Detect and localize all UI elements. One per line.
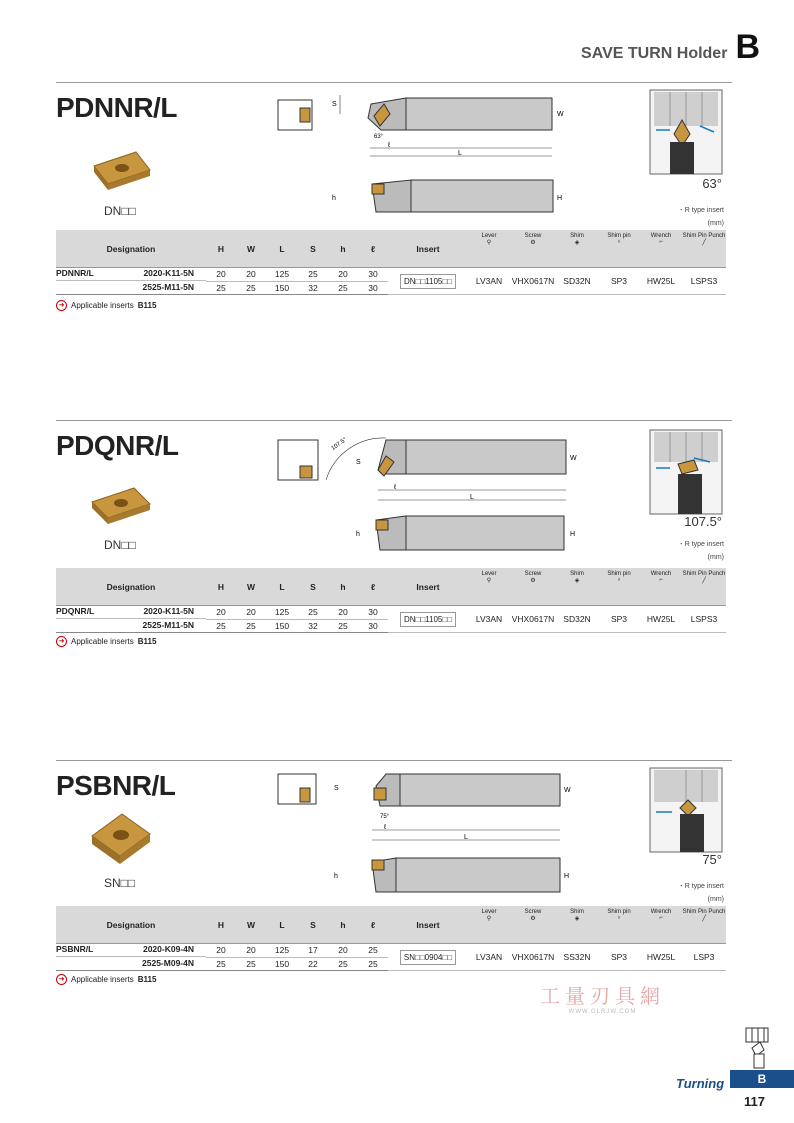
family-name: PDNNR/L <box>56 268 94 278</box>
lever-icon: ⚲ <box>486 916 492 922</box>
machining-photo <box>650 430 722 514</box>
th-W: W <box>236 906 266 944</box>
cell-H: 25 <box>206 619 236 632</box>
product-section-pdnnr <box>56 82 732 382</box>
unit-mm: (mm) <box>707 554 724 561</box>
th-punch <box>682 230 726 268</box>
applicable-label: Applicable inserts <box>71 975 134 984</box>
holder-diagram <box>276 772 571 896</box>
designation-code: 2020-K11-5N <box>143 606 194 616</box>
cell-W: 20 <box>236 944 266 958</box>
dim-l-small: ℓ <box>388 142 391 149</box>
cell-lever: LV3AN <box>468 268 510 295</box>
row-designation <box>56 268 206 281</box>
cell-H: 25 <box>206 957 236 970</box>
r-type-note <box>678 538 724 564</box>
section-divider <box>56 420 732 421</box>
holder-diagram <box>276 430 576 554</box>
th-H: H <box>206 230 236 268</box>
cell-shim: SS32N <box>556 944 598 971</box>
dim-l-small: ℓ <box>394 484 397 491</box>
watermark-url: WWW.GLRJW.COM <box>568 1009 637 1015</box>
product-section-psbnr <box>56 760 732 1060</box>
product-title: PDQNR/L <box>56 430 179 461</box>
designation-code: 2020-K09-4N <box>142 944 194 954</box>
table-row <box>56 606 726 620</box>
arrow-right-icon: ➜ <box>56 636 67 647</box>
applicable-ref: B115 <box>137 975 157 984</box>
th-W: W <box>236 568 266 606</box>
shim-icon: ◈ <box>574 240 580 246</box>
th-h: h <box>328 906 358 944</box>
row-designation <box>56 606 206 619</box>
designation-code: 2020-K11-5N <box>143 268 194 278</box>
wrench-icon: ⌐ <box>659 239 663 245</box>
applicable-label: Applicable inserts <box>71 637 134 646</box>
cell-wrench: HW25L <box>640 944 682 971</box>
th-screw-label: Screw <box>524 571 542 577</box>
arrow-right-icon: ➜ <box>56 974 67 985</box>
th-lever <box>468 230 510 268</box>
th-H: H <box>206 568 236 606</box>
r-type-text: ・R type insert <box>677 541 724 548</box>
insert-code: SN□□0904□□ <box>400 950 456 965</box>
th-S: S <box>298 906 328 944</box>
cell-W: 25 <box>236 281 266 294</box>
cell-lever: LV3AN <box>468 606 510 633</box>
insert-rhombic-icon <box>86 144 156 194</box>
cell-screw: VHX0617N <box>510 606 556 633</box>
product-section-pdqnr <box>56 420 732 720</box>
cell-L: 150 <box>266 957 298 970</box>
cell-L: 150 <box>266 281 298 294</box>
holder-diagram <box>276 90 566 218</box>
photo-angle: 107.5° <box>684 514 722 529</box>
th-shim-pin <box>598 568 640 606</box>
cell-punch: LSPS3 <box>682 268 726 295</box>
th-punch-label: Shim Pin Punch <box>682 571 726 577</box>
unit-mm: (mm) <box>707 896 724 903</box>
cell-shim: SD32N <box>556 606 598 633</box>
cell-H: 20 <box>206 944 236 958</box>
footer-section-label: Turning <box>676 1076 725 1091</box>
cell-shim-pin: SP3 <box>598 268 640 295</box>
screw-icon: ⚙ <box>530 578 536 584</box>
th-insert: Insert <box>388 230 468 268</box>
footer-tab[interactable]: B <box>730 1070 794 1088</box>
th-h: h <box>328 230 358 268</box>
cell-L: 125 <box>266 606 298 620</box>
applicable-ref: B115 <box>137 301 157 310</box>
photo-angle: 75° <box>702 852 722 867</box>
designation-code: 2525-M11-5N <box>142 282 194 293</box>
dim-w: W <box>570 455 577 462</box>
insert-code: DN□□1105□□ <box>400 274 456 289</box>
page-header <box>581 28 760 67</box>
spec-table <box>56 906 726 971</box>
insert-square-icon <box>86 808 156 870</box>
shim-icon: ◈ <box>574 578 580 584</box>
dim-s: S <box>334 785 339 792</box>
dim-l: L <box>470 494 474 501</box>
shim-icon: ◈ <box>574 916 580 922</box>
cell-S: 17 <box>298 944 328 958</box>
dim-H: H <box>564 873 570 880</box>
cell-S: 32 <box>298 281 328 294</box>
product-title: PDNNR/L <box>56 92 177 123</box>
cell-shim: SD32N <box>556 268 598 295</box>
th-h: h <box>328 568 358 606</box>
watermark <box>540 980 665 1015</box>
insert-code: DN□□1105□□ <box>400 612 456 627</box>
th-shim-pin-label: Shim pin <box>607 571 631 577</box>
th-insert: Insert <box>388 568 468 606</box>
section-divider <box>56 760 732 761</box>
th-L: L <box>266 568 298 606</box>
cell-H: 20 <box>206 606 236 620</box>
th-W: W <box>236 230 266 268</box>
th-wrench <box>640 906 682 944</box>
diagram-angle: 63° <box>374 134 384 140</box>
th-shim-label: Shim <box>570 909 584 915</box>
section-divider <box>56 82 732 83</box>
th-designation: Designation <box>56 568 206 606</box>
th-screw <box>510 230 556 268</box>
watermark-text: 工量刃具網 <box>540 986 665 1008</box>
th-designation: Designation <box>56 906 206 944</box>
th-wrench <box>640 230 682 268</box>
th-shim-label: Shim <box>570 571 584 577</box>
th-shim-label: Shim <box>570 233 584 239</box>
screw-icon: ⚙ <box>530 240 536 246</box>
cell-H: 25 <box>206 281 236 294</box>
cell-wrench: HW25L <box>640 606 682 633</box>
cell-screw: VHX0617N <box>510 944 556 971</box>
th-lever <box>468 906 510 944</box>
cell-l: 30 <box>358 619 388 632</box>
turning-tool-icon <box>744 1026 770 1068</box>
cell-L: 125 <box>266 944 298 958</box>
product-title: PSBNR/L <box>56 770 176 801</box>
cell-screw: VHX0617N <box>510 268 556 295</box>
punch-icon: ╱ <box>702 578 706 584</box>
r-type-note <box>678 204 724 230</box>
arrow-right-icon: ➜ <box>56 300 67 311</box>
dim-l: L <box>458 150 462 157</box>
cell-H: 20 <box>206 268 236 282</box>
th-lever-label: Lever <box>481 233 497 239</box>
cell-shim-pin: SP3 <box>598 944 640 971</box>
dim-s: S <box>356 459 361 466</box>
cell-l: 30 <box>358 606 388 620</box>
th-wrench-label: Wrench <box>650 233 672 239</box>
spec-table <box>56 568 726 633</box>
table-row <box>56 268 726 282</box>
cell-wrench: HW25L <box>640 268 682 295</box>
designation-code: 2525-M09-4N <box>142 958 194 969</box>
dim-h: h <box>332 195 336 202</box>
insert-label: SN□□ <box>104 876 136 890</box>
th-lever <box>468 568 510 606</box>
diagram-angle: 107.5° <box>330 437 349 452</box>
th-designation: Designation <box>56 230 206 268</box>
screw-icon: ⚙ <box>530 916 536 922</box>
dim-w: W <box>564 787 571 794</box>
spec-table <box>56 230 726 295</box>
applicable-inserts-link[interactable] <box>56 636 156 647</box>
dim-H: H <box>557 195 563 202</box>
th-H: H <box>206 906 236 944</box>
dim-s: S <box>332 101 337 108</box>
cell-l: 30 <box>358 268 388 282</box>
cell-punch: LSPS3 <box>682 606 726 633</box>
cell-S: 25 <box>298 606 328 620</box>
th-screw <box>510 906 556 944</box>
header-title: SAVE TURN Holder <box>581 45 728 62</box>
cell-insert <box>388 268 468 295</box>
cell-S: 25 <box>298 268 328 282</box>
th-l: ℓ <box>358 230 388 268</box>
dim-h: h <box>334 873 338 880</box>
dim-l-small: ℓ <box>384 824 387 831</box>
wrench-icon: ⌐ <box>659 915 663 921</box>
cell-h: 25 <box>328 619 358 632</box>
lever-icon: ⚲ <box>486 240 492 246</box>
applicable-ref: B115 <box>137 637 157 646</box>
cell-shim-pin: SP3 <box>598 606 640 633</box>
th-shim-pin <box>598 230 640 268</box>
cell-l: 25 <box>358 957 388 970</box>
th-lever-label: Lever <box>481 571 497 577</box>
row-designation <box>56 281 206 294</box>
th-wrench-label: Wrench <box>650 571 672 577</box>
th-insert: Insert <box>388 906 468 944</box>
th-wrench <box>640 568 682 606</box>
th-L: L <box>266 230 298 268</box>
lever-icon: ⚲ <box>486 578 492 584</box>
r-type-text: ・R type insert <box>677 883 724 890</box>
machining-photo <box>650 768 722 852</box>
r-type-note <box>678 880 724 906</box>
th-l: ℓ <box>358 906 388 944</box>
dim-l: L <box>464 834 468 841</box>
cell-h: 25 <box>328 281 358 294</box>
header-letter: B <box>735 28 760 66</box>
cell-S: 32 <box>298 619 328 632</box>
cell-h: 20 <box>328 268 358 282</box>
applicable-inserts-link[interactable] <box>56 974 156 985</box>
dim-H: H <box>570 531 576 538</box>
th-punch-label: Shim Pin Punch <box>682 233 726 239</box>
wrench-icon: ⌐ <box>659 577 663 583</box>
insert-label: DN□□ <box>104 204 136 218</box>
family-name: PSBNR/L <box>56 944 94 954</box>
cell-h: 25 <box>328 957 358 970</box>
cell-S: 22 <box>298 957 328 970</box>
family-name: PDQNR/L <box>56 606 95 616</box>
insert-rhombic-icon <box>86 480 156 530</box>
machining-photo <box>650 90 722 174</box>
insert-label: DN□□ <box>104 538 136 552</box>
th-l: ℓ <box>358 568 388 606</box>
r-type-text: ・R type insert <box>677 207 724 214</box>
th-punch <box>682 568 726 606</box>
shim-pin-icon: ♁ <box>616 577 622 583</box>
th-S: S <box>298 568 328 606</box>
th-punch-label: Shim Pin Punch <box>682 909 726 915</box>
th-shim <box>556 568 598 606</box>
cell-insert <box>388 606 468 633</box>
th-wrench-label: Wrench <box>650 909 672 915</box>
cell-W: 25 <box>236 957 266 970</box>
cell-h: 20 <box>328 606 358 620</box>
cell-W: 25 <box>236 619 266 632</box>
cell-W: 20 <box>236 268 266 282</box>
th-shim-pin <box>598 906 640 944</box>
th-lever-label: Lever <box>481 909 497 915</box>
row-designation <box>56 619 206 632</box>
th-screw <box>510 568 556 606</box>
th-screw-label: Screw <box>524 909 542 915</box>
cell-lever: LV3AN <box>468 944 510 971</box>
dim-w: W <box>557 111 564 118</box>
cell-W: 20 <box>236 606 266 620</box>
photo-angle: 63° <box>702 176 722 191</box>
applicable-inserts-link[interactable] <box>56 300 156 311</box>
dim-h: h <box>356 531 360 538</box>
diagram-angle: 75° <box>380 814 390 820</box>
th-shim-pin-label: Shim pin <box>607 909 631 915</box>
cell-L: 125 <box>266 268 298 282</box>
table-row <box>56 944 726 958</box>
unit-mm: (mm) <box>707 220 724 227</box>
th-shim <box>556 906 598 944</box>
th-L: L <box>266 906 298 944</box>
cell-l: 30 <box>358 281 388 294</box>
designation-code: 2525-M11-5N <box>142 620 194 631</box>
cell-L: 150 <box>266 619 298 632</box>
cell-h: 20 <box>328 944 358 958</box>
row-designation <box>56 944 206 957</box>
shim-pin-icon: ♁ <box>616 915 622 921</box>
cell-punch: LSP3 <box>682 944 726 971</box>
punch-icon: ╱ <box>702 916 706 922</box>
shim-pin-icon: ♁ <box>616 239 622 245</box>
page-number: 117 <box>744 1094 765 1109</box>
cell-insert <box>388 944 468 971</box>
applicable-label: Applicable inserts <box>71 301 134 310</box>
th-punch <box>682 906 726 944</box>
th-shim <box>556 230 598 268</box>
cell-l: 25 <box>358 944 388 958</box>
punch-icon: ╱ <box>702 240 706 246</box>
th-S: S <box>298 230 328 268</box>
th-shim-pin-label: Shim pin <box>607 233 631 239</box>
th-screw-label: Screw <box>524 233 542 239</box>
row-designation <box>56 957 206 970</box>
